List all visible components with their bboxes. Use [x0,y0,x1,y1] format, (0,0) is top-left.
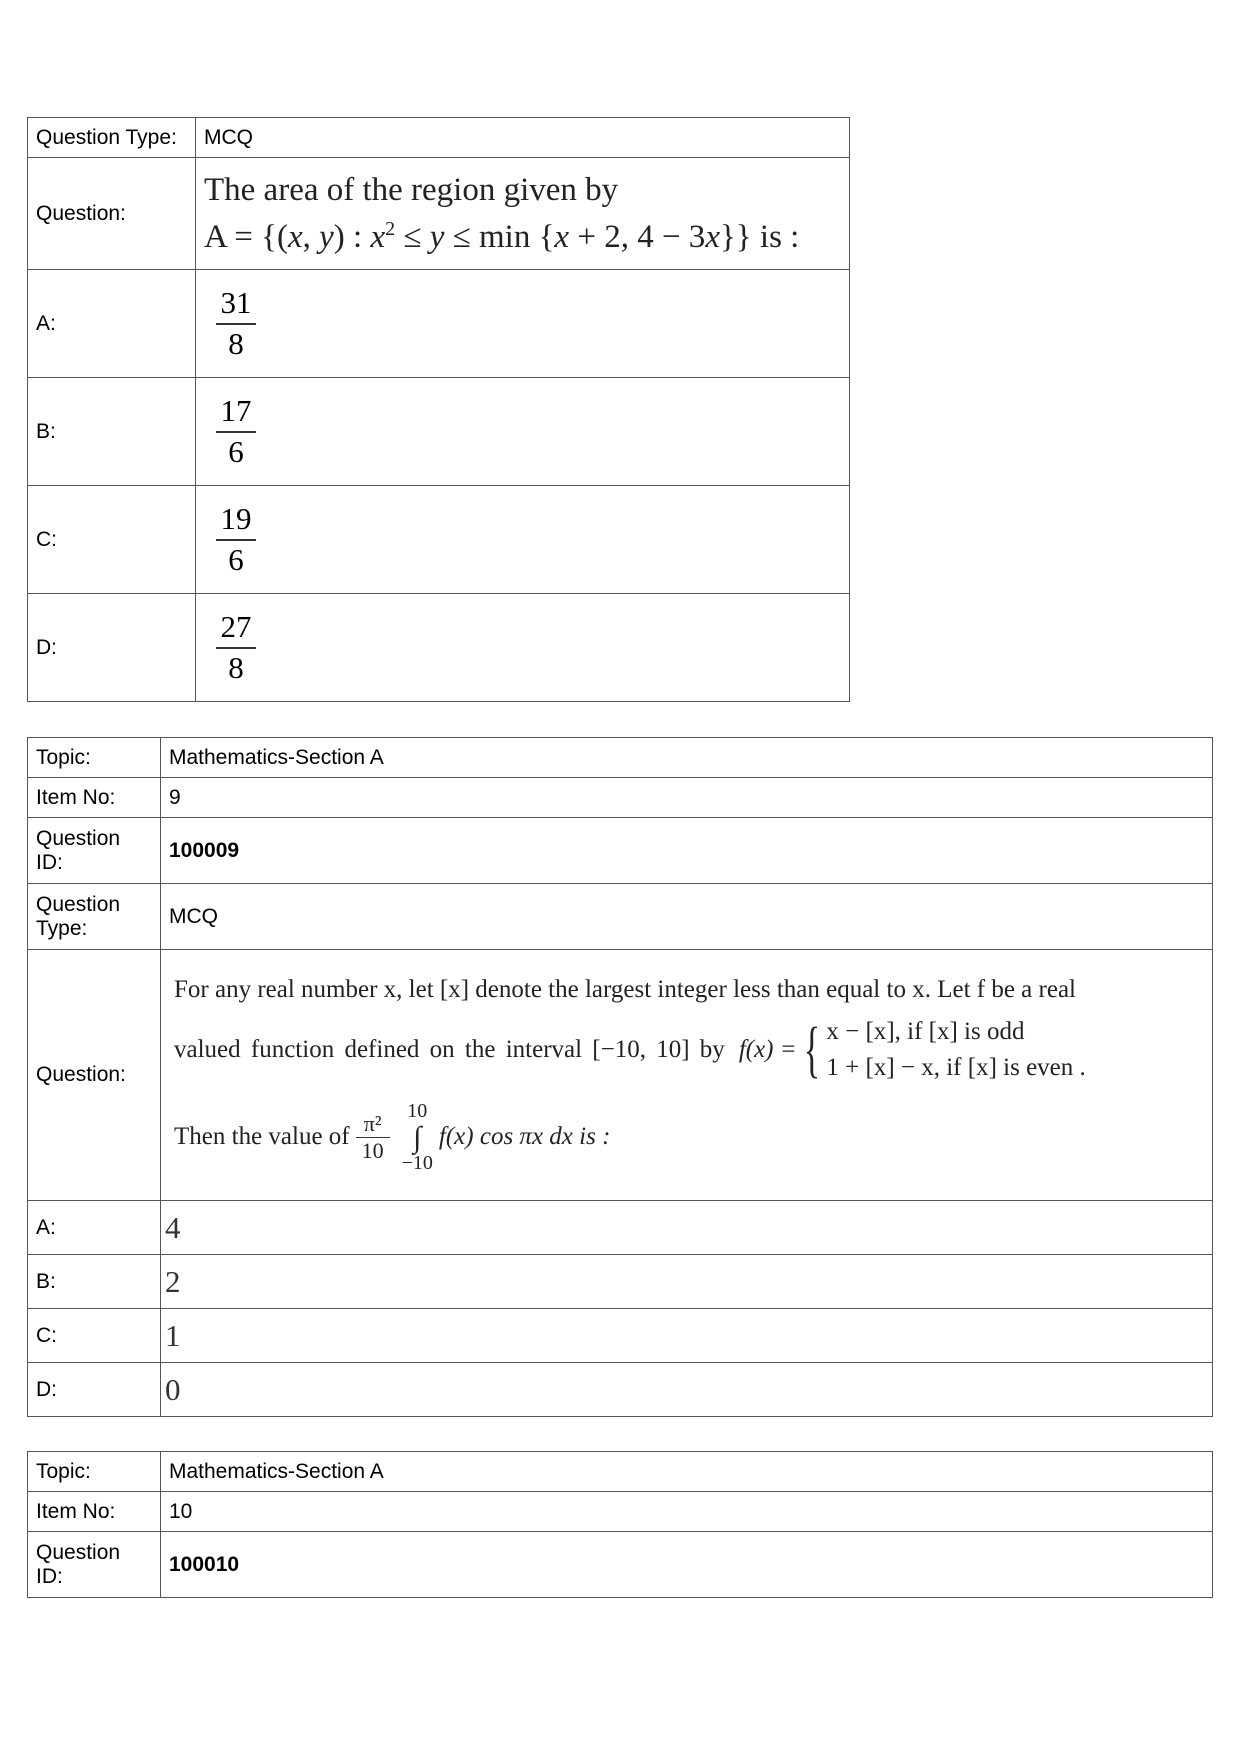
question-id-value: 100010 [161,1532,1213,1598]
question-type-value: MCQ [161,884,1213,950]
item-no-value: 9 [161,778,1213,818]
topic-value: Mathematics-Section A [161,738,1213,778]
option-c-value: 1 [161,1309,1213,1363]
option-b-value: $\frac{17}{6}$ [196,378,850,486]
question-text [196,158,850,270]
option-d-value: 0 [161,1363,1213,1417]
question-id-value: 100009 [161,818,1213,884]
topic-label: Topic: [28,738,161,778]
option-c-label: C: [28,1309,161,1363]
option-c-label: C: [28,486,196,594]
question-line-2: valued function defined on the interval [−10, 10] by f(x) = { x − [x], if [x] is odd 1 + [x] − x, if [x] is even . [174,1014,1204,1087]
topic-value: Mathematics-Section A [161,1452,1213,1492]
question-line-3: Then the value of π² 10 10 ∫ −10 f(x) cos πx dx is : [174,1099,611,1174]
question-line-1: For any real number x, let [x] denote the largest integer less than equal to x. Let f be a real [174,976,1076,1003]
option-a-label: A: [28,1201,161,1255]
question-id-label: Question ID: [28,818,161,884]
option-b-label: B: [28,378,196,486]
option-d-label: D: [28,1363,161,1417]
question-label: Question: [28,950,161,1201]
question-type-label: Question Type: [28,884,161,950]
case-even: 1 + [x] − x, if [x] is even . [826,1054,1086,1082]
option-c-value: $\frac{19}{6}$ [196,486,850,594]
case-odd: x − [x], if [x] is odd [826,1018,1025,1045]
question-type-label: Question Type: [28,118,196,158]
question-text [161,950,1213,1201]
option-b-label: B: [28,1255,161,1309]
option-a-value: $\frac{31}{8}$ [196,270,850,378]
topic-label: Topic: [28,1452,161,1492]
option-d-label: D: [28,594,196,702]
question-line-2: A = {(x, y) : $x^2 \le y \le \min \{x + 2$, 4 − 3x}} is : [204,217,800,255]
question-10-table [27,1451,1213,1598]
question-9-table [27,737,1213,1417]
question-8-table [27,117,850,702]
item-no-label: Item No: [28,1492,161,1532]
item-no-label: Item No: [28,778,161,818]
option-d-value: $\frac{27}{8}$ [196,594,850,702]
option-a-label: A: [28,270,196,378]
question-id-label: Question ID: [28,1532,161,1598]
question-type-value: MCQ [196,118,850,158]
item-no-value: 10 [161,1492,1213,1532]
question-label: Question: [28,158,196,270]
question-line-1: The area of the region given by [204,172,619,209]
option-a-value: 4 [161,1201,1213,1255]
option-b-value: 2 [161,1255,1213,1309]
